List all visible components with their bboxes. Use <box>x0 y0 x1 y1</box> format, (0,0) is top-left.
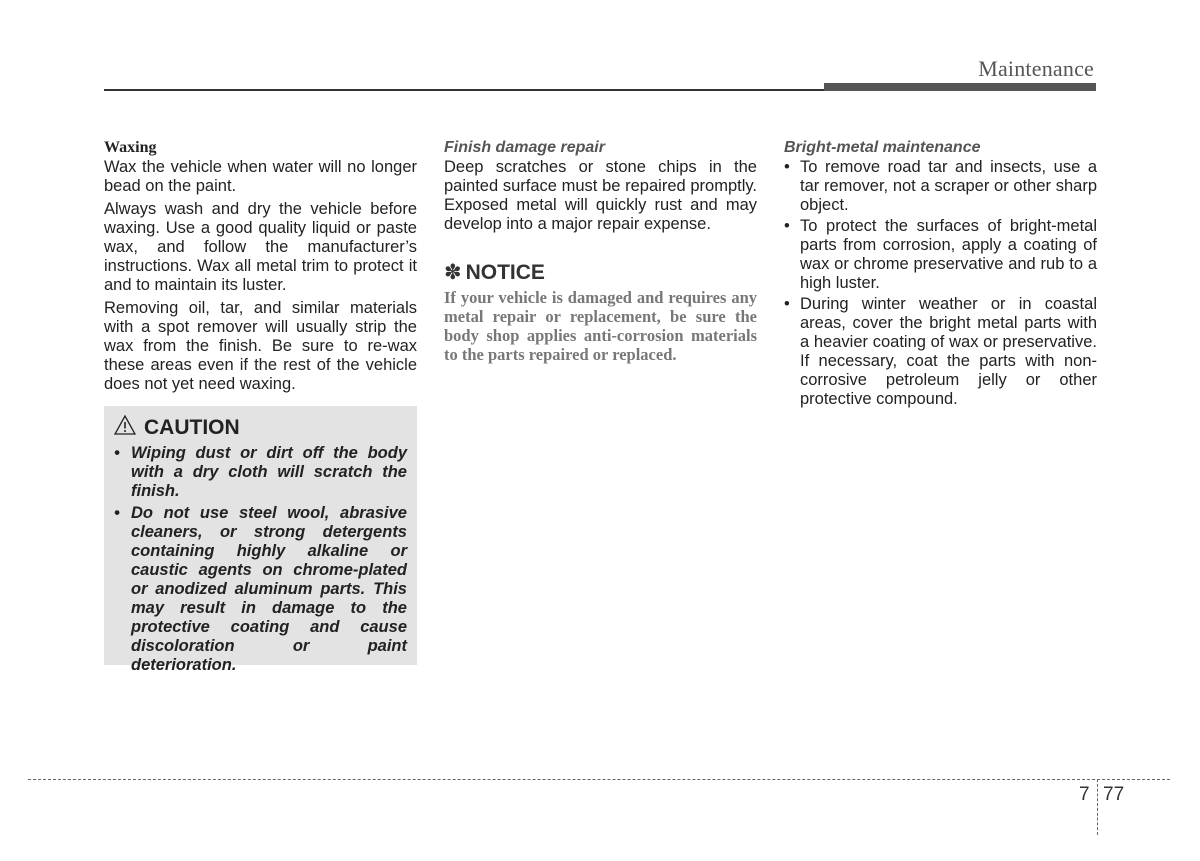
footer-dashed-divider <box>1097 779 1098 835</box>
caution-list <box>114 444 407 675</box>
paragraph: Always wash and dry the vehicle before waxing. Use a good quality liquid or paste wax, and follow the manufacturer’s instructions. Wax all metal trim to protect it and to maintain its luster. <box>104 200 417 294</box>
page-number: 77 <box>1103 784 1125 805</box>
caution-item-text: Do not use steel wool, abrasive cleaners, or strong detergents containing highly alkaline or caustic agents on chrome-plated or anodized aluminum parts. This may result in damage to the protective coating and cause discoloration or paint deterioration. <box>131 504 407 674</box>
header-rule-thick <box>824 83 1096 91</box>
notice-text: If your vehicle is damaged and requires any metal repair or replacement, be sure the body shop applies anti-corrosion materials to the parts repaired or replaced. <box>444 288 757 364</box>
caution-item: • Wiping dust or dirt off the body with a dry cloth will scratch the finish. <box>114 444 407 500</box>
caution-item: • Do not use steel wool, abrasive cleaners, or strong detergents containing highly alkaline or caustic agents on chrome-plated or anodized aluminum parts. This may result in damage to the protective coating and cause discoloration or paint deterioration. <box>114 504 407 674</box>
paragraph: Wax the vehicle when water will no longer bead on the paint. <box>104 158 417 195</box>
list-item-text: To protect the surfaces of bright-metal parts from corrosion, apply a coating of wax or chrome preservative and rub to a high luster. <box>800 217 1097 292</box>
paragraph: Removing oil, tar, and similar materials with a spot remover will usually strip the wax from the finish. Be sure to re-wax these areas even if the rest of the vehicle does not yet need waxing. <box>104 299 417 393</box>
page-title: Maintenance <box>978 56 1094 81</box>
section-heading-finish-damage: Finish damage repair <box>444 139 605 156</box>
caution-title: CAUTION <box>144 416 240 439</box>
paragraph: Deep scratches or stone chips in the painted surface must be repaired promptly. Exposed metal will quickly rust and may develop into a major repair expense. <box>444 158 757 233</box>
bullet-list <box>784 158 1097 409</box>
notice-asterisk-icon: ✽ <box>444 261 462 284</box>
list-item: • To remove road tar and insects, use a tar remover, not a scraper or other sharp object. <box>784 158 1097 214</box>
notice-header <box>444 260 757 285</box>
caution-header <box>114 414 407 442</box>
footer-dashed-rule <box>28 779 1170 780</box>
warning-triangle-icon <box>114 415 136 441</box>
section-heading-bright-metal: Bright-metal maintenance <box>784 139 981 156</box>
list-item-text: To remove road tar and insects, use a tar remover, not a scraper or other sharp object. <box>800 158 1097 214</box>
column-waxing <box>104 138 417 398</box>
list-item: • During winter weather or in coastal areas, cover the bright metal parts with a heavier coating of wax or preservative. If necessary, coat the parts with non-corrosive petroleum jelly or other protective compound. <box>784 295 1097 408</box>
column-finish-damage <box>444 138 757 364</box>
chapter-number: 7 <box>1079 784 1090 805</box>
caution-box <box>104 406 417 674</box>
section-heading-waxing: Waxing <box>104 139 157 156</box>
list-item-text: During winter weather or in coastal areas, cover the bright metal parts with a heavier coating of wax or preservative. If necessary, coat the parts with non-corrosive petroleum jelly or other protective compound. <box>800 295 1097 408</box>
caution-item-text: Wiping dust or dirt off the body with a dry cloth will scratch the finish. <box>131 444 407 500</box>
notice-title: NOTICE <box>465 260 545 284</box>
column-bright-metal <box>784 138 1097 411</box>
list-item: • To protect the surfaces of bright-metal parts from corrosion, apply a coating of wax or chrome preservative and rub to a high luster. <box>784 217 1097 292</box>
header-rule-thin <box>104 89 824 91</box>
